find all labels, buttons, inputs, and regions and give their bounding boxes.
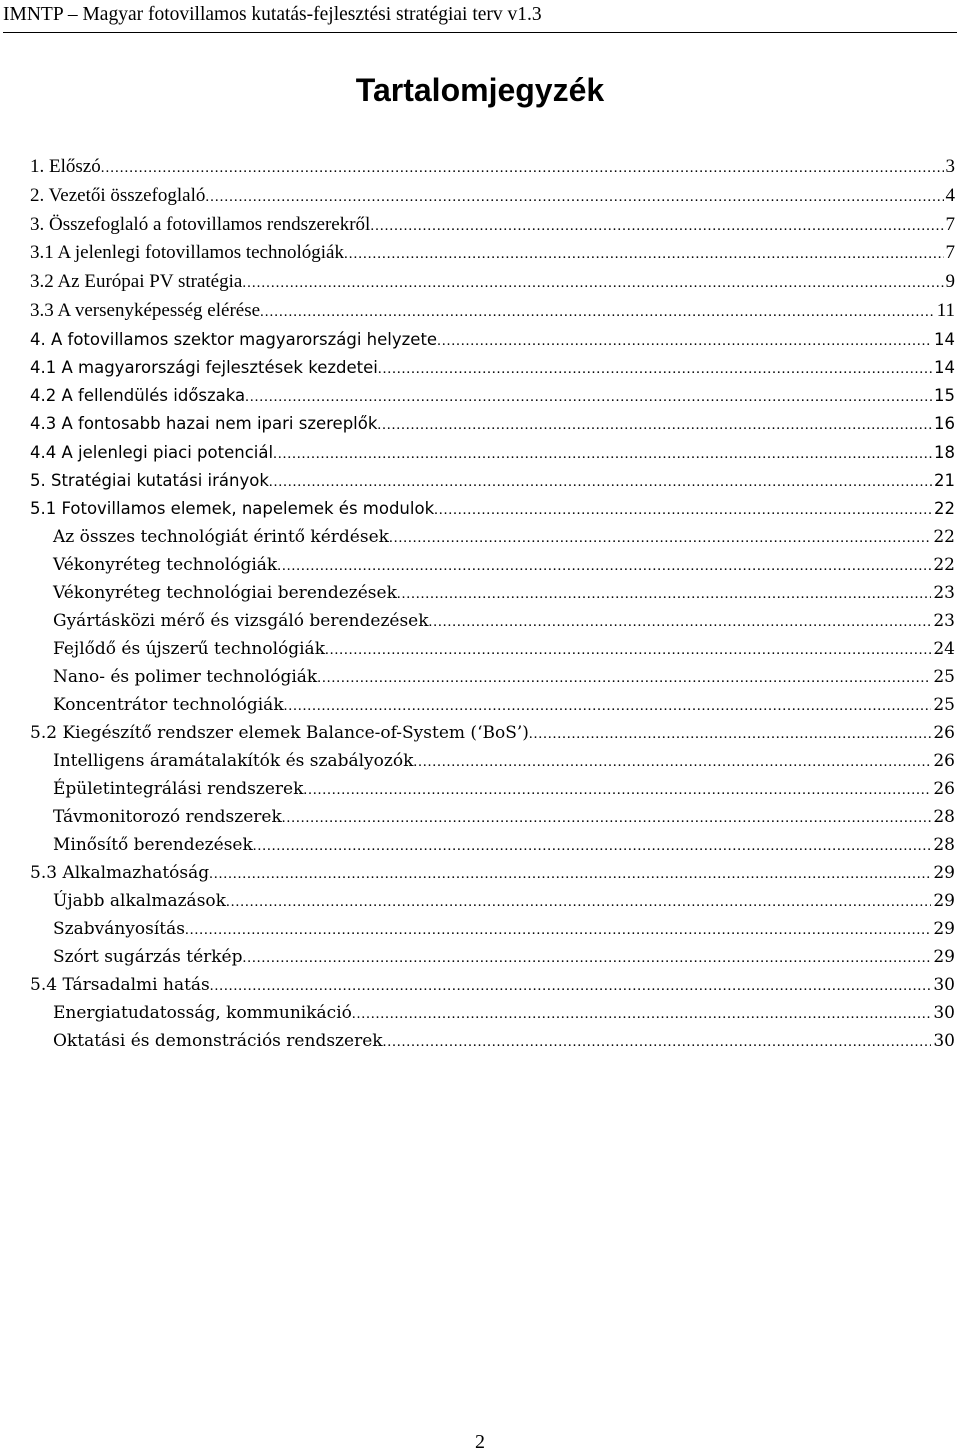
toc-dot-leader	[397, 582, 931, 606]
toc-entry-label[interactable]: 5.2 Kiegészítő rendszer elemek Balance-of-System (‘BoS’)	[30, 723, 529, 744]
toc-dot-leader	[269, 470, 932, 494]
toc-entry-label[interactable]: 4.3 A fontosabb hazai nem ipari szereplők	[30, 414, 378, 434]
toc-dot-leader	[383, 1030, 932, 1054]
toc-entry-page[interactable]: 29	[933, 891, 955, 912]
toc-dot-leader	[205, 185, 943, 209]
page-title: Tartalomjegyzék	[355, 72, 605, 108]
toc-entry[interactable]	[30, 497, 955, 525]
toc-entry-page[interactable]: 28	[933, 807, 955, 828]
toc-entry-label[interactable]: Vékonyréteg technológiai berendezések	[53, 583, 397, 604]
toc-dot-leader	[434, 498, 932, 522]
toc-entry[interactable]	[30, 693, 955, 721]
toc-entry[interactable]	[30, 945, 955, 973]
toc-entry[interactable]	[30, 299, 955, 328]
toc-entry[interactable]	[30, 833, 955, 861]
toc-entry-page[interactable]: 22	[934, 498, 955, 518]
toc-dot-leader	[282, 806, 932, 830]
toc-entry-page[interactable]: 7	[945, 213, 955, 235]
toc-entry-label[interactable]: Újabb alkalmazások	[53, 891, 226, 912]
running-header-text: IMNTP – Magyar fotovillamos kutatás-fejlesztési stratégiai terv v1.3	[3, 4, 542, 25]
toc-entry-page[interactable]: 25	[933, 695, 955, 716]
toc-dot-leader	[226, 890, 931, 914]
toc-dot-leader	[325, 638, 931, 662]
toc-entry[interactable]	[30, 861, 955, 889]
toc-dot-leader	[429, 610, 932, 634]
toc-entry-label[interactable]: Minősítő berendezések	[53, 835, 253, 856]
toc-dot-leader	[370, 214, 943, 238]
toc-entry-page[interactable]: 9	[945, 271, 955, 293]
toc-entry[interactable]	[30, 384, 955, 412]
toc-dot-leader	[253, 834, 932, 858]
toc-dot-leader	[389, 526, 931, 550]
toc-entry[interactable]	[30, 721, 955, 749]
toc-entry-page[interactable]: 14	[934, 329, 955, 349]
toc-entry[interactable]	[30, 441, 955, 469]
toc-entry[interactable]	[30, 749, 955, 777]
toc-entry[interactable]	[30, 805, 955, 833]
toc-dot-leader	[260, 300, 935, 324]
toc-entry-label[interactable]: 3.2 Az Európai PV stratégia	[30, 271, 243, 293]
toc-dot-leader	[209, 862, 931, 886]
toc-dot-leader	[437, 329, 932, 353]
toc-entry-page[interactable]: 29	[933, 863, 955, 884]
toc-dot-leader	[210, 974, 932, 998]
toc-dot-leader	[284, 694, 932, 718]
toc-entry-page[interactable]: 21	[934, 470, 955, 490]
toc-entry-page[interactable]: 24	[933, 639, 955, 660]
toc-entry[interactable]	[30, 1001, 955, 1029]
toc-entry-label[interactable]: Szabványosítás	[53, 919, 185, 940]
toc-dot-leader	[242, 271, 943, 295]
toc-entry-page[interactable]: 7	[945, 242, 955, 264]
toc-entry[interactable]	[30, 184, 955, 213]
toc-entry[interactable]	[30, 581, 955, 609]
toc-entry-label[interactable]: 1. Előszó	[30, 156, 101, 177]
toc-entry-page[interactable]: 30	[933, 1031, 955, 1052]
table-of-contents	[30, 155, 955, 1057]
toc-entry-page[interactable]: 22	[933, 527, 955, 548]
toc-entry-label[interactable]: 4.1 A magyarországi fejlesztések kezdetei	[30, 357, 378, 377]
toc-entry-label[interactable]: Szórt sugárzás térkép	[53, 947, 243, 968]
toc-entry-page[interactable]: 30	[933, 1003, 955, 1024]
toc-dot-leader	[352, 1002, 931, 1026]
toc-entry-label[interactable]: Intelligens áramátalakítók és szabályozók	[53, 751, 414, 772]
toc-entry-label[interactable]: 5. Stratégiai kutatási irányok	[30, 470, 269, 490]
toc-entry-page[interactable]: 25	[933, 667, 955, 688]
toc-entry-label[interactable]: Gyártásközi mérő és vizsgáló berendezések	[53, 611, 429, 632]
toc-dot-leader	[413, 750, 931, 774]
toc-entry[interactable]	[30, 412, 955, 440]
toc-entry-page[interactable]: 26	[933, 723, 955, 744]
toc-entry-label[interactable]: 2. Vezetői összefoglaló	[30, 184, 206, 206]
toc-dot-leader	[344, 242, 944, 266]
toc-entry-label[interactable]: Oktatási és demonstrációs rendszerek	[53, 1031, 383, 1052]
toc-entry-label[interactable]: 3.1 A jelenlegi fotovillamos technológiák	[30, 242, 344, 264]
toc-entry[interactable]	[30, 328, 955, 356]
toc-entry[interactable]	[30, 637, 955, 665]
toc-entry[interactable]	[30, 525, 955, 553]
toc-entry-page[interactable]: 29	[933, 919, 955, 940]
toc-entry-label[interactable]: 4.2 A fellendülés időszaka	[30, 386, 246, 406]
toc-entry-page[interactable]: 23	[933, 611, 955, 632]
toc-dot-leader	[273, 442, 932, 466]
toc-dot-leader	[185, 918, 931, 942]
page-number: 2	[475, 1431, 485, 1453]
toc-entry-page[interactable]: 26	[933, 751, 955, 772]
toc-entry-page[interactable]: 3	[945, 156, 955, 177]
toc-entry[interactable]	[30, 356, 955, 384]
toc-entry-label[interactable]: 4. A fotovillamos szektor magyarországi helyzete	[30, 329, 438, 349]
toc-entry-label[interactable]: 4.4 A jelenlegi piaci potenciál	[30, 442, 274, 462]
toc-entry-page[interactable]: 23	[933, 583, 955, 604]
toc-entry-page[interactable]: 15	[934, 386, 955, 406]
toc-dot-leader	[529, 722, 931, 746]
toc-entry[interactable]	[30, 973, 955, 1001]
toc-entry[interactable]	[30, 155, 955, 184]
toc-entry-label[interactable]: Az összes technológiát érintő kérdések	[53, 527, 389, 548]
toc-entry-label[interactable]: Energiatudatosság, kommunikáció	[53, 1003, 352, 1024]
toc-entry[interactable]	[30, 469, 955, 497]
toc-entry-page[interactable]: 29	[933, 947, 955, 968]
toc-entry-label[interactable]: Távmonitorozó rendszerek	[53, 807, 282, 828]
toc-dot-leader	[303, 778, 931, 802]
toc-entry-label[interactable]: 5.4 Társadalmi hatás	[30, 975, 210, 996]
toc-entry[interactable]	[30, 553, 955, 581]
toc-dot-leader	[245, 385, 932, 409]
toc-entry[interactable]	[30, 665, 955, 693]
toc-entry[interactable]	[30, 777, 955, 805]
toc-entry-label[interactable]: 5.3 Alkalmazhatóság	[30, 863, 210, 884]
toc-entry[interactable]	[30, 889, 955, 917]
toc-dot-leader	[101, 156, 944, 180]
toc-entry-page[interactable]: 11	[936, 299, 955, 321]
toc-dot-leader	[378, 357, 932, 381]
toc-entry-page[interactable]: 22	[933, 555, 955, 576]
toc-entry-label[interactable]: 5.1 Fotovillamos elemek, napelemek és modulok	[30, 498, 435, 518]
toc-entry-label[interactable]: Fejlődő és újszerű technológiák	[53, 639, 325, 660]
toc-entry-page[interactable]: 26	[933, 779, 955, 800]
toc-entry-label[interactable]: 3.3 A versenyképesség elérése	[30, 299, 261, 321]
toc-dot-leader	[317, 666, 931, 690]
toc-entry-page[interactable]: 18	[934, 442, 955, 462]
toc-entry[interactable]	[30, 917, 955, 945]
toc-entry-page[interactable]: 4	[945, 184, 955, 206]
toc-entry[interactable]	[30, 609, 955, 637]
toc-entry-page[interactable]: 30	[933, 975, 955, 996]
toc-entry-page[interactable]: 28	[933, 835, 955, 856]
toc-entry-page[interactable]: 16	[934, 414, 955, 434]
toc-entry[interactable]	[30, 213, 955, 242]
toc-entry-label[interactable]: Épületintegrálási rendszerek	[53, 779, 304, 800]
toc-entry-label[interactable]: Nano- és polimer technológiák	[53, 667, 318, 688]
toc-entry-label[interactable]: Koncentrátor technológiák	[53, 695, 284, 716]
toc-entry-label[interactable]: 3. Összefoglaló a fotovillamos rendszerekről	[30, 213, 371, 235]
toc-dot-leader	[377, 413, 932, 437]
running-header	[3, 2, 957, 33]
toc-entry-label[interactable]: Vékonyréteg technológiák	[53, 555, 278, 576]
toc-entry-page[interactable]: 14	[934, 357, 955, 377]
toc-dot-leader	[243, 946, 932, 970]
toc-dot-leader	[277, 554, 931, 578]
toc-entry[interactable]	[30, 270, 955, 299]
toc-entry[interactable]	[30, 241, 955, 270]
toc-entry[interactable]	[30, 1029, 955, 1057]
